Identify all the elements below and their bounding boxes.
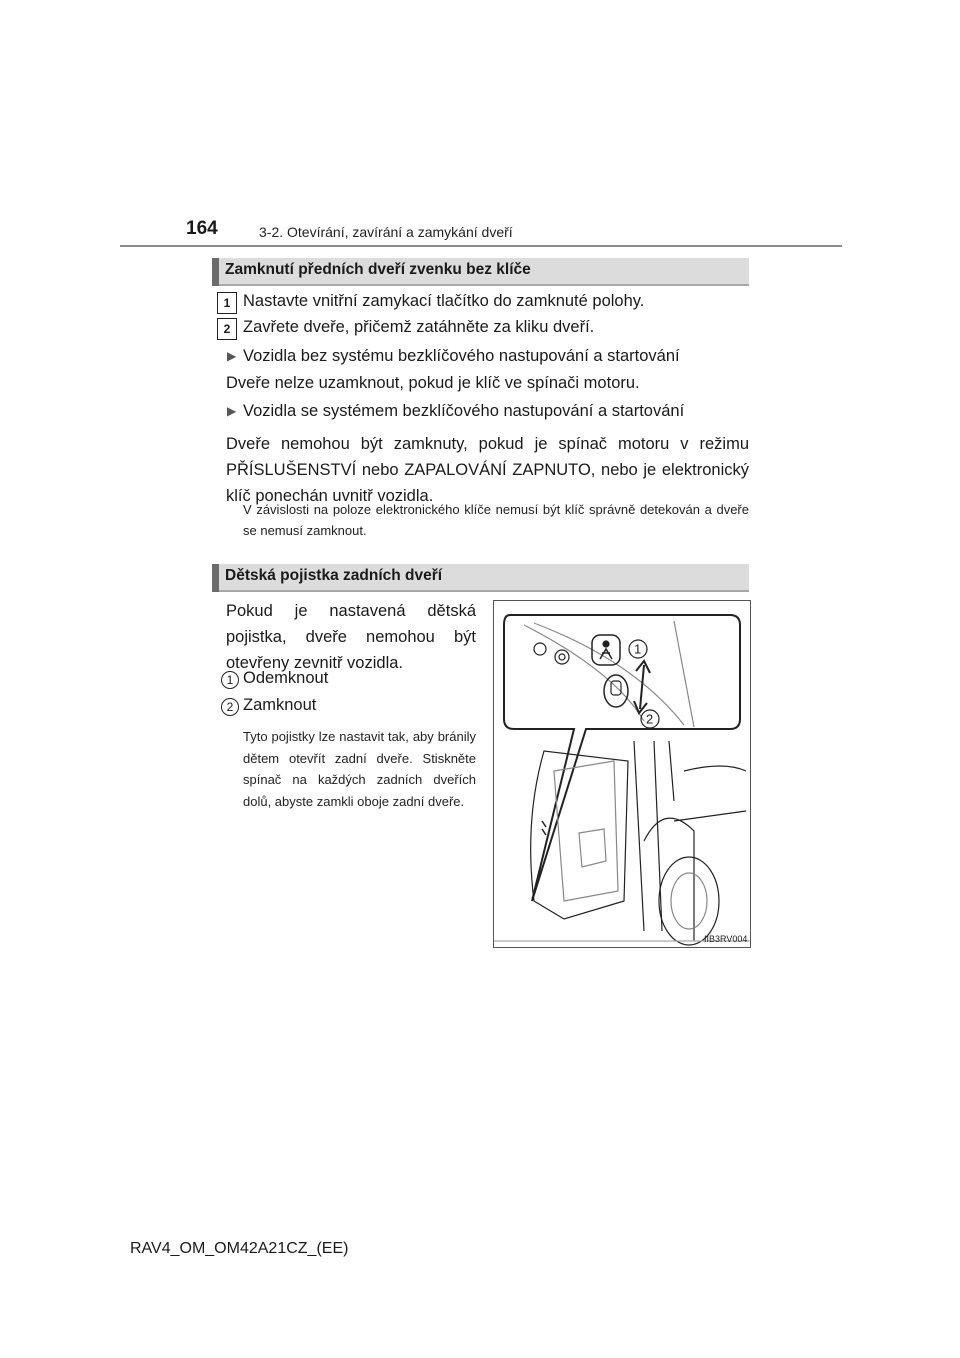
step-number-1: 1	[217, 292, 237, 314]
note-text: V závislosti na poloze elektronického klíče nemusí být klíč správně detekován a dveře se nemusí zamknout.	[243, 502, 749, 538]
callout-number-1: 1	[221, 671, 239, 689]
case-a-heading: Vozidla bez systému bezklíčového nastupování a startování	[243, 347, 680, 365]
case-b-heading: Vozidla se systémem bezklíčového nastupování a startování	[243, 402, 685, 420]
section-heading-child-lock	[212, 564, 749, 592]
heading-bar	[212, 564, 219, 592]
page-number: 164	[186, 218, 218, 239]
triangle-bullet-icon: ▶	[227, 404, 237, 418]
child-lock-illustration	[493, 600, 751, 948]
case-a-text: Dveře nelze uzamknout, pokud je klíč ve spínači motoru.	[226, 374, 640, 392]
figure-callout-1: 1	[634, 641, 642, 657]
step-1-text: Nastavte vnitřní zamykací tlačítko do zamknuté polohy.	[243, 292, 645, 310]
child-lock-note: Tyto pojistky lze nastavit tak, aby bránily dětem otevřít zadní dveře. Stiskněte spínač na každých zadních dveřích dolů, abyste zamkli oboje zadní dveře.	[243, 729, 476, 809]
chapter-title: 3-2. Otevírání, zavírání a zamykání dveří	[259, 224, 513, 240]
section-title: Zamknutí předních dveří zvenku bez klíče	[225, 261, 531, 278]
item-2-text: Zamknout	[243, 696, 317, 714]
heading-bar	[212, 258, 219, 286]
triangle-bullet-icon: ▶	[227, 349, 237, 363]
figure-code: IIB3RV004	[704, 934, 748, 944]
child-lock-intro: Pokud je nastavená dětská pojistka, dveře nemohou být otevřeny zevnitř vozidla.	[226, 602, 476, 672]
section-title: Dětská pojistka zadních dveří	[225, 567, 443, 584]
door-illustration	[494, 601, 750, 947]
header-divider	[120, 245, 842, 247]
callout-number-2: 2	[221, 698, 239, 716]
section-heading-locking	[212, 258, 749, 286]
item-1-text: Odemknout	[243, 669, 329, 687]
case-b-text: Dveře nemohou být zamknuty, pokud je spínač motoru v režimu PŘÍSLUŠENSTVÍ nebo ZAPALOVÁNÍ ZAPNUTO, nebo je elektronický klíč ponechán uvnitř vozidla.	[226, 435, 749, 505]
figure-callout-2: 2	[646, 711, 654, 727]
step-number-2: 2	[217, 318, 237, 340]
step-2-text: Zavřete dveře, přičemž zatáhněte za kliku dveří.	[243, 318, 595, 336]
document-code: RAV4_OM_OM42A21CZ_(EE)	[130, 1240, 349, 1257]
